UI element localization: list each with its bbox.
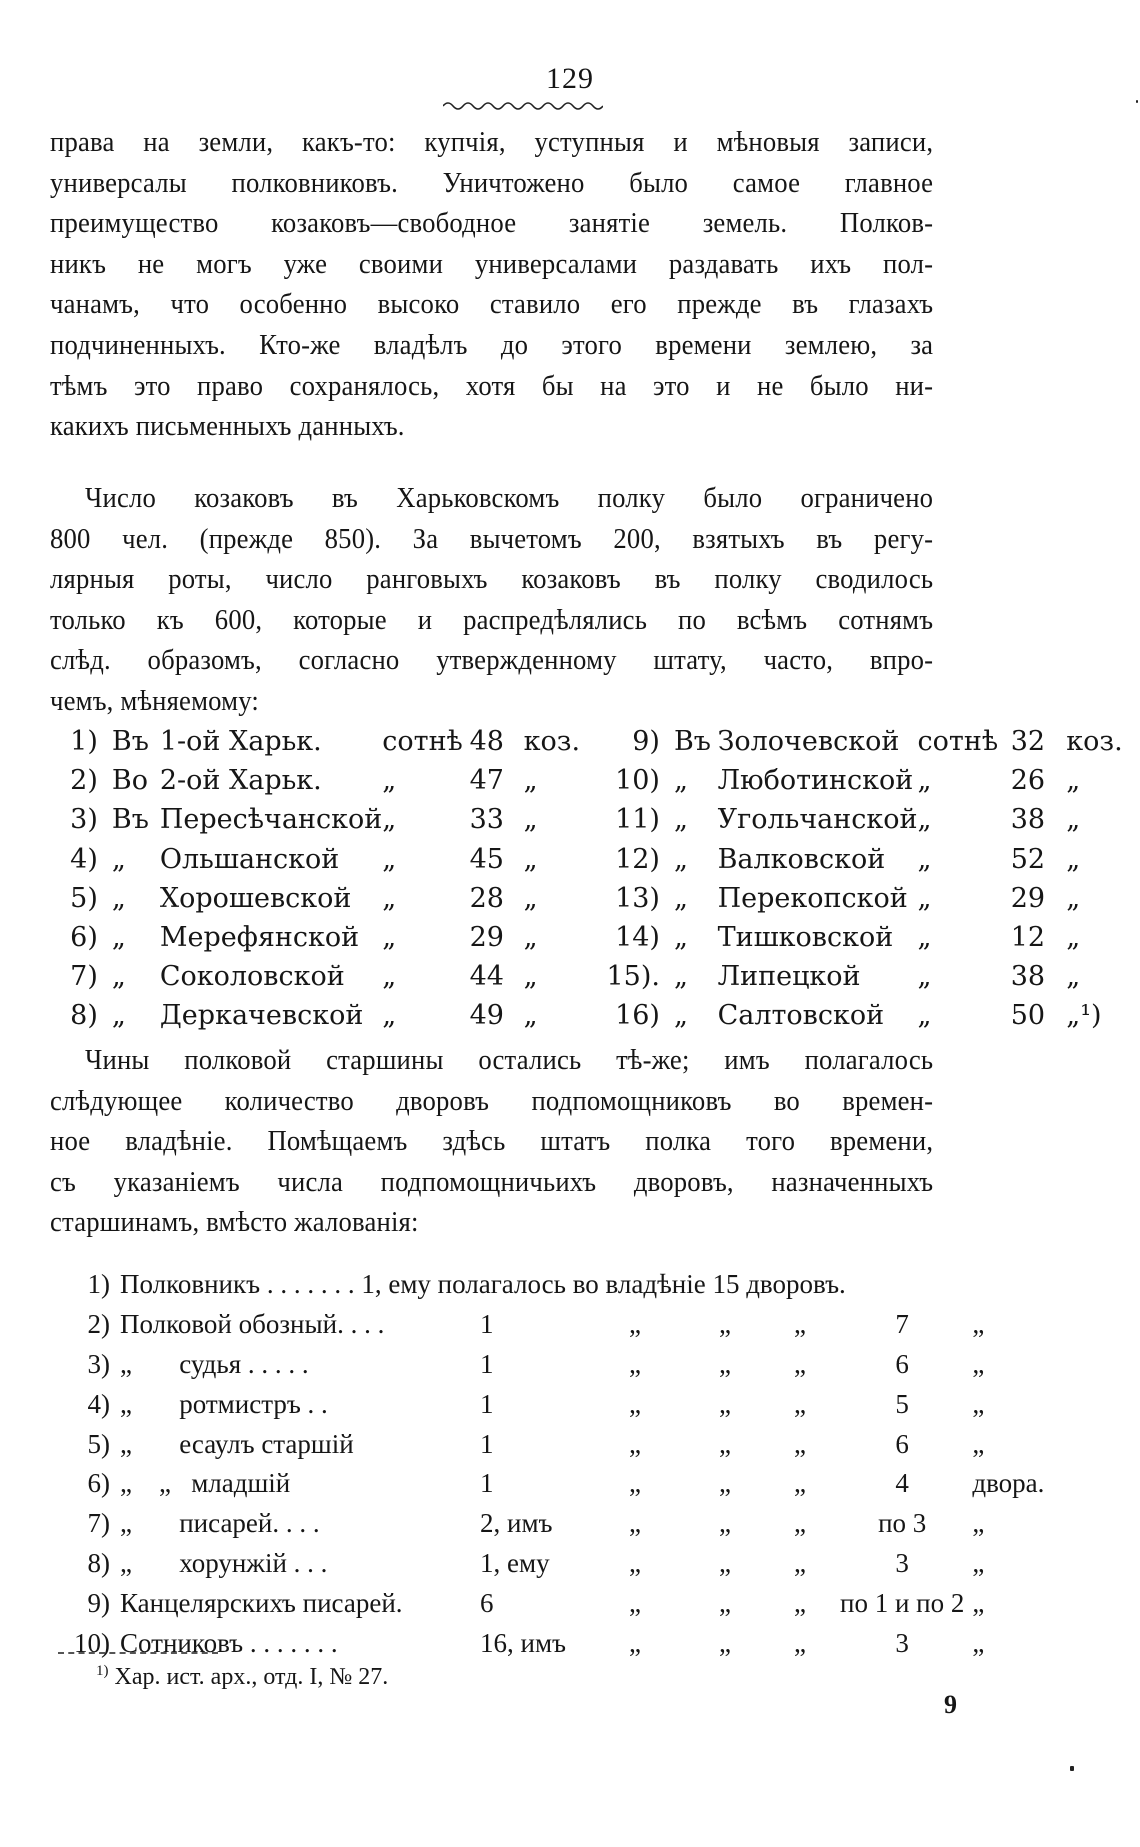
ditto-mark: „	[794, 1547, 806, 1578]
ditto-mark: „	[719, 1508, 731, 1539]
unit-label: сотнѣ	[917, 726, 999, 758]
ditto-mark: „	[629, 1627, 641, 1658]
household-count: 6	[895, 1428, 909, 1459]
sotnia-name: Пересѣчанской	[159, 804, 383, 836]
ditto-mark: „	[719, 1627, 731, 1658]
sotnia-name: Мерефянской	[159, 922, 360, 954]
table-row	[44, 1623, 1082, 1663]
table-row	[44, 1464, 1082, 1504]
position-title: „ „ младшій	[120, 1468, 291, 1499]
unit-label: сотнѣ	[382, 726, 463, 758]
unit-label: „	[972, 1627, 985, 1658]
paragraph-regimental-officers	[50, 1040, 933, 1243]
position-title: „ ротмистръ . .	[120, 1388, 328, 1419]
unit-abbrev: „	[523, 882, 538, 914]
footnote-divider	[58, 1652, 218, 1654]
prefix: „	[673, 843, 688, 875]
row-number: 4)	[70, 843, 98, 875]
row-number: 3)	[87, 1348, 110, 1379]
cossack-count: 52	[1010, 843, 1046, 875]
unit-abbrev: „	[1066, 804, 1081, 836]
prefix: „	[673, 882, 688, 914]
table-row	[44, 1384, 1082, 1424]
unit-label: „	[382, 961, 397, 993]
text-line: никъ не могъ уже своими универсалами раздавать ихъ пол-	[50, 247, 934, 280]
sotnia-name: Люботинской	[717, 765, 914, 797]
text-line: старшинамъ, вмѣсто жалованія:	[50, 1206, 419, 1239]
row-number: 11)	[615, 804, 660, 836]
ditto-mark: „	[629, 1547, 641, 1578]
sotnia-name: Тишковской	[717, 922, 894, 954]
unit-abbrev: „¹)	[1066, 1000, 1102, 1032]
row-number: 9)	[632, 726, 660, 758]
row-number: 7)	[70, 961, 98, 993]
row-number: 1)	[87, 1269, 110, 1300]
table-row	[48, 761, 1140, 800]
text-line: только къ 600, которые и распредѣлялись по всѣмъ сотнямъ	[50, 603, 934, 636]
paragraph-cossack-count	[50, 478, 933, 722]
unit-abbrev: „	[523, 922, 538, 954]
footnote-text: Хар. ист. арх., отд. I, № 27.	[114, 1664, 389, 1690]
wavy-rule-ornament	[443, 100, 603, 112]
prefix: Въ	[111, 726, 149, 758]
unit-label: „	[917, 843, 932, 875]
unit-label: „	[917, 765, 932, 797]
cossack-count: 47	[469, 765, 504, 797]
position-title: „ хорунжій . . .	[120, 1547, 328, 1578]
unit-abbrev: „	[523, 961, 538, 993]
household-count: по 1 и по 2	[840, 1587, 965, 1618]
table-row	[48, 996, 1140, 1035]
ditto-mark: „	[629, 1428, 641, 1459]
text-line: ное владѣніе. Помѣщаемъ здѣсь штатъ полка того времени,	[50, 1125, 934, 1158]
ditto-mark: „	[629, 1388, 641, 1419]
unit-abbrev: „	[1066, 843, 1081, 875]
ditto-mark: „	[719, 1468, 731, 1499]
unit-label: „	[917, 882, 932, 914]
row-number: 7)	[87, 1508, 110, 1539]
table-row	[44, 1544, 1082, 1584]
ditto-mark: „	[794, 1587, 806, 1618]
table-row	[44, 1504, 1082, 1544]
sotnia-name: Соколовской	[159, 961, 345, 993]
unit-abbrev: коз.	[1066, 726, 1123, 758]
signature-mark: 9	[944, 1690, 957, 1719]
cossack-count: 38	[1010, 804, 1046, 836]
household-count: 3	[895, 1627, 909, 1658]
text-line: преимущество козаковъ—свободное занятіе земель. Полков-	[50, 207, 934, 240]
prefix: „	[673, 765, 688, 797]
cossack-count: 26	[1010, 765, 1046, 797]
household-count: 6	[895, 1348, 909, 1379]
row-number: 10)	[615, 765, 660, 797]
unit-label: „	[972, 1547, 985, 1578]
cossack-count: 29	[469, 922, 504, 954]
prefix: „	[673, 922, 688, 954]
unit-label: „	[972, 1309, 985, 1340]
ditto-mark: „	[719, 1587, 731, 1618]
unit-label: „	[917, 961, 932, 993]
household-count: 7	[895, 1309, 909, 1340]
ditto-mark: „	[629, 1309, 641, 1340]
unit-abbrev: „	[523, 765, 538, 797]
print-speck	[1070, 1766, 1074, 1771]
row-number: 12)	[615, 843, 660, 875]
ditto-mark: „	[794, 1508, 806, 1539]
prefix: „	[673, 1000, 688, 1032]
unit-label: „	[382, 765, 397, 797]
ditto-mark: „	[719, 1388, 731, 1419]
footnote	[96, 1663, 388, 1691]
officer-count: 1	[480, 1309, 494, 1340]
household-count: 3	[895, 1547, 909, 1578]
ditto-mark: „	[719, 1428, 731, 1459]
table-row	[44, 1345, 1082, 1385]
text-line: чанамъ, что особенно высоко ставило его прежде въ глазахъ	[50, 288, 934, 321]
footnote-marker: 1)	[96, 1663, 109, 1679]
ditto-mark: „	[794, 1348, 806, 1379]
prefix: „	[111, 961, 126, 993]
position-title: Канцелярскихъ писарей.	[120, 1587, 403, 1618]
table-row	[48, 840, 1140, 879]
cossack-count: 45	[469, 843, 504, 875]
table-row	[48, 879, 1140, 918]
unit-label: „	[917, 804, 932, 836]
page-number: 129	[546, 62, 594, 95]
row-number: 4)	[87, 1388, 110, 1419]
ditto-mark: „	[629, 1508, 641, 1539]
cossack-count: 44	[469, 961, 504, 993]
unit-label: „	[972, 1508, 985, 1539]
row-number: 6)	[87, 1468, 110, 1499]
table-row	[44, 1424, 1082, 1464]
row-number: 5)	[87, 1428, 110, 1459]
table-row	[48, 722, 1140, 761]
text-line: чемъ, мѣняемому:	[50, 684, 259, 717]
officer-count: 2, имъ	[480, 1508, 553, 1539]
cossack-count: 48	[469, 726, 504, 758]
officer-count: 6	[480, 1587, 494, 1618]
row-number: 15).	[606, 961, 660, 993]
print-speck	[1136, 100, 1138, 103]
position-title: Полковой обозный. . . .	[120, 1309, 385, 1340]
prefix: Въ	[111, 804, 149, 836]
ditto-mark: „	[719, 1309, 731, 1340]
row-number: 8)	[87, 1547, 110, 1578]
unit-abbrev: „	[523, 1000, 538, 1032]
unit-label: „	[972, 1348, 985, 1379]
prefix: „	[111, 1000, 126, 1032]
sotni-table	[48, 722, 1140, 1036]
row-number: 14)	[615, 922, 660, 954]
ditto-mark: „	[794, 1468, 806, 1499]
officer-count: 1	[480, 1388, 494, 1419]
sotnia-name: Золочевской	[717, 726, 900, 758]
prefix: „	[673, 961, 688, 993]
unit-abbrev: коз.	[523, 726, 581, 758]
text-line: Чины полковой старшины остались тѣ-же; имъ полагалось	[84, 1044, 934, 1076]
sotnia-name: Деркачевской	[159, 1000, 364, 1032]
position-title: „ судья . . . . .	[120, 1348, 309, 1379]
cossack-count: 49	[469, 1000, 504, 1032]
ditto-mark: „	[794, 1309, 806, 1340]
cossack-count: 38	[1010, 961, 1046, 993]
unit-label: „	[382, 804, 397, 836]
unit-label: „	[972, 1587, 985, 1618]
unit-abbrev: „	[1066, 765, 1081, 797]
prefix: Въ	[673, 726, 711, 758]
prefix: „	[673, 804, 688, 836]
ditto-mark: „	[794, 1627, 806, 1658]
sotnia-name: Хорошевской	[159, 882, 352, 914]
text-line: Число козаковъ въ Харьковскомъ полку было ограничено	[84, 482, 934, 514]
row-number: 5)	[70, 882, 98, 914]
text-line: слѣдующее количество дворовъ подпомощниковъ во времен-	[50, 1084, 934, 1117]
cossack-count: 32	[1010, 726, 1046, 758]
cossack-count: 33	[469, 804, 504, 836]
ditto-mark: „	[629, 1468, 641, 1499]
prefix: „	[111, 922, 126, 954]
ditto-mark: „	[794, 1428, 806, 1459]
row-number: 2)	[87, 1309, 110, 1340]
sotnia-name: Валковской	[717, 843, 886, 875]
household-count: 4	[895, 1468, 909, 1499]
text-line: съ указаніемъ числа подпомощничьихъ дворовъ, назначенныхъ	[50, 1165, 934, 1198]
ditto-mark: „	[794, 1388, 806, 1419]
text-line: 800 чел. (прежде 850). За вычетомъ 200, взятыхъ въ регу-	[50, 522, 934, 555]
text-line: универсалы полковниковъ. Уничтожено было самое главное	[50, 166, 934, 199]
sotnia-name: Ольшанской	[159, 843, 340, 875]
prefix: „	[111, 843, 126, 875]
text-line: слѣд. образомъ, согласно утвержденному штату, часто, впро-	[50, 644, 934, 677]
unit-abbrev: „	[1066, 922, 1081, 954]
text-line: тѣмъ это право сохранялось, хотя бы на это и не было ни-	[50, 369, 934, 402]
unit-label: „	[972, 1388, 985, 1419]
officer-count: 16, имъ	[480, 1627, 566, 1658]
unit-label: „	[972, 1428, 985, 1459]
table-row	[44, 1265, 1082, 1305]
text-line: права на земли, какъ-то: купчія, уступныя и мѣновыя записи,	[50, 126, 934, 158]
sotnia-name: Угольчанской	[717, 804, 918, 836]
text-line: лярныя роты, число ранговыхъ козаковъ въ полку сводилось	[50, 563, 934, 596]
officer-count: 1	[480, 1428, 494, 1459]
table-row	[44, 1583, 1082, 1623]
row-number: 1)	[70, 726, 98, 758]
unit-label: двора.	[972, 1468, 1045, 1499]
cossack-count: 50	[1010, 1000, 1046, 1032]
position-title: „ есаулъ старшій	[120, 1428, 354, 1459]
sotnia-name: 2-ой Харьк.	[159, 765, 322, 797]
ditto-mark: „	[629, 1587, 641, 1618]
paragraph-land-rights	[50, 122, 933, 447]
officer-count: 1, ему	[480, 1547, 550, 1578]
cossack-count: 29	[1010, 882, 1046, 914]
table-row	[48, 957, 1140, 996]
unit-abbrev: „	[1066, 961, 1081, 993]
unit-label: „	[382, 882, 397, 914]
ditto-mark: „	[719, 1547, 731, 1578]
position-title: „ писарей. . . .	[120, 1508, 320, 1539]
household-count: по 3	[878, 1508, 927, 1539]
table-row	[48, 918, 1140, 957]
officer-count: 1	[480, 1348, 494, 1379]
row-number: 9)	[87, 1587, 110, 1618]
unit-label: „	[917, 922, 932, 954]
row-number: 3)	[70, 804, 98, 836]
row-number: 10)	[74, 1627, 110, 1658]
ditto-mark: „	[719, 1348, 731, 1379]
unit-label: „	[382, 1000, 397, 1032]
row-text: Полковникъ . . . . . . . 1, ему полагалось во владѣніе 15 дворовъ.	[120, 1269, 846, 1300]
table-row	[44, 1305, 1082, 1345]
row-number: 8)	[70, 1000, 98, 1032]
position-title: Сотниковъ . . . . . . .	[120, 1627, 338, 1658]
row-number: 2)	[70, 765, 98, 797]
sotnia-name: Липецкой	[717, 961, 861, 993]
unit-abbrev: „	[523, 843, 538, 875]
prefix: Во	[111, 765, 148, 797]
unit-label: „	[382, 922, 397, 954]
officer-count: 1	[480, 1468, 494, 1499]
unit-label: „	[382, 843, 397, 875]
unit-abbrev: „	[1066, 882, 1081, 914]
household-count: 5	[895, 1388, 909, 1419]
regiment-staff-table	[44, 1265, 1082, 1663]
row-number: 16)	[615, 1000, 660, 1032]
sotnia-name: Салтовской	[717, 1000, 885, 1032]
ditto-mark: „	[629, 1348, 641, 1379]
cossack-count: 12	[1010, 922, 1046, 954]
text-line: подчиненныхъ. Кто-же владѣлъ до этого времени землею, за	[50, 328, 934, 361]
unit-abbrev: „	[523, 804, 538, 836]
unit-label: „	[917, 1000, 932, 1032]
row-number: 13)	[615, 882, 660, 914]
table-row	[48, 800, 1140, 839]
sotnia-name: Перекопской	[717, 882, 908, 914]
text-line: какихъ письменныхъ данныхъ.	[50, 410, 405, 443]
sotnia-name: 1-ой Харьк.	[159, 726, 322, 758]
prefix: „	[111, 882, 126, 914]
row-number: 6)	[70, 922, 98, 954]
cossack-count: 28	[469, 882, 504, 914]
